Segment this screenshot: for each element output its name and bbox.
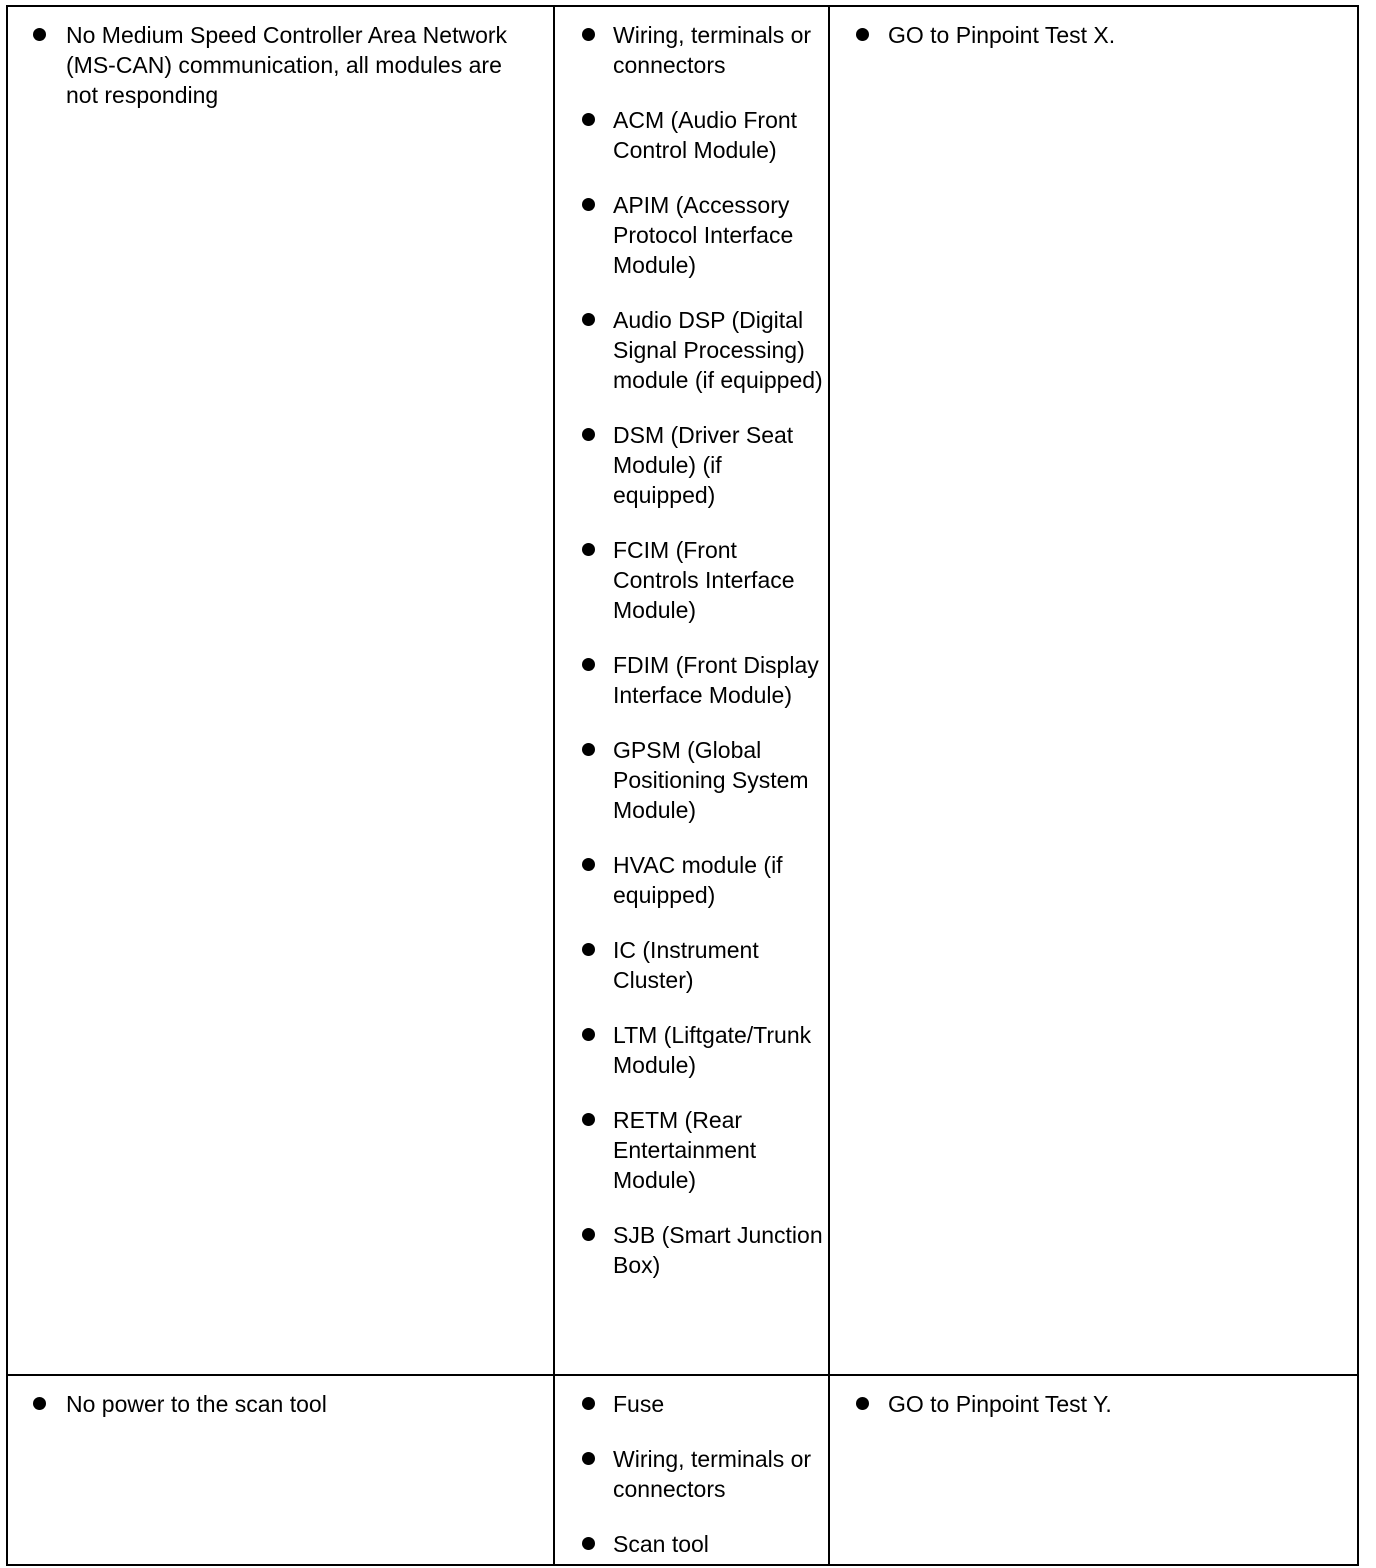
- bullet-icon: [582, 28, 595, 41]
- table-row: [7, 6, 1358, 1375]
- bullet-icon: [582, 313, 595, 326]
- bullet-icon: [582, 943, 595, 956]
- condition-item: No Medium Speed Controller Area Network (MS-CAN) communication, all modules are not responding: [8, 20, 553, 110]
- bullet-icon: [33, 1397, 46, 1410]
- source-item: FDIM (Front Display Interface Module): [555, 650, 828, 710]
- condition-cell: [7, 1375, 554, 1565]
- source-item: Scan tool: [555, 1529, 828, 1559]
- source-item: RETM (Rear Entertainment Module): [555, 1105, 828, 1195]
- bullet-icon: [582, 1397, 595, 1410]
- bullet-icon: [582, 198, 595, 211]
- source-item: FCIM (Front Controls Interface Module): [555, 535, 828, 625]
- source-item: GPSM (Global Positioning System Module): [555, 735, 828, 825]
- bullet-icon: [582, 743, 595, 756]
- bullet-icon: [582, 1113, 595, 1126]
- possible-sources-cell: [554, 1375, 829, 1565]
- source-item: SJB (Smart Junction Box): [555, 1220, 828, 1280]
- bullet-icon: [582, 428, 595, 441]
- bullet-icon: [582, 1452, 595, 1465]
- condition-cell: [7, 6, 554, 1375]
- source-item: Wiring, terminals or connectors: [555, 20, 828, 80]
- action-cell: [829, 6, 1358, 1375]
- source-item: APIM (Accessory Protocol Interface Module): [555, 190, 828, 280]
- table-row: [7, 1375, 1358, 1565]
- bullet-icon: [582, 113, 595, 126]
- source-item: DSM (Driver Seat Module) (if equipped): [555, 420, 828, 510]
- source-item: Fuse: [555, 1389, 828, 1419]
- bullet-icon: [582, 1028, 595, 1041]
- source-item: IC (Instrument Cluster): [555, 935, 828, 995]
- bullet-icon: [33, 28, 46, 41]
- bullet-icon: [582, 658, 595, 671]
- action-cell: [829, 1375, 1358, 1565]
- bullet-icon: [582, 1228, 595, 1241]
- source-item: ACM (Audio Front Control Module): [555, 105, 828, 165]
- source-item: Wiring, terminals or connectors: [555, 1444, 828, 1504]
- bullet-icon: [856, 1397, 869, 1410]
- action-item: GO to Pinpoint Test Y.: [830, 1389, 1357, 1419]
- action-item: GO to Pinpoint Test X.: [830, 20, 1357, 50]
- condition-item: No power to the scan tool: [8, 1389, 553, 1419]
- bullet-icon: [856, 28, 869, 41]
- symptom-chart-table: [6, 5, 1359, 1566]
- bullet-icon: [582, 543, 595, 556]
- source-item: LTM (Liftgate/Trunk Module): [555, 1020, 828, 1080]
- bullet-icon: [582, 1537, 595, 1550]
- possible-sources-cell: [554, 6, 829, 1375]
- source-item: HVAC module (if equipped): [555, 850, 828, 910]
- source-item: Audio DSP (Digital Signal Processing) module (if equipped): [555, 305, 828, 395]
- bullet-icon: [582, 858, 595, 871]
